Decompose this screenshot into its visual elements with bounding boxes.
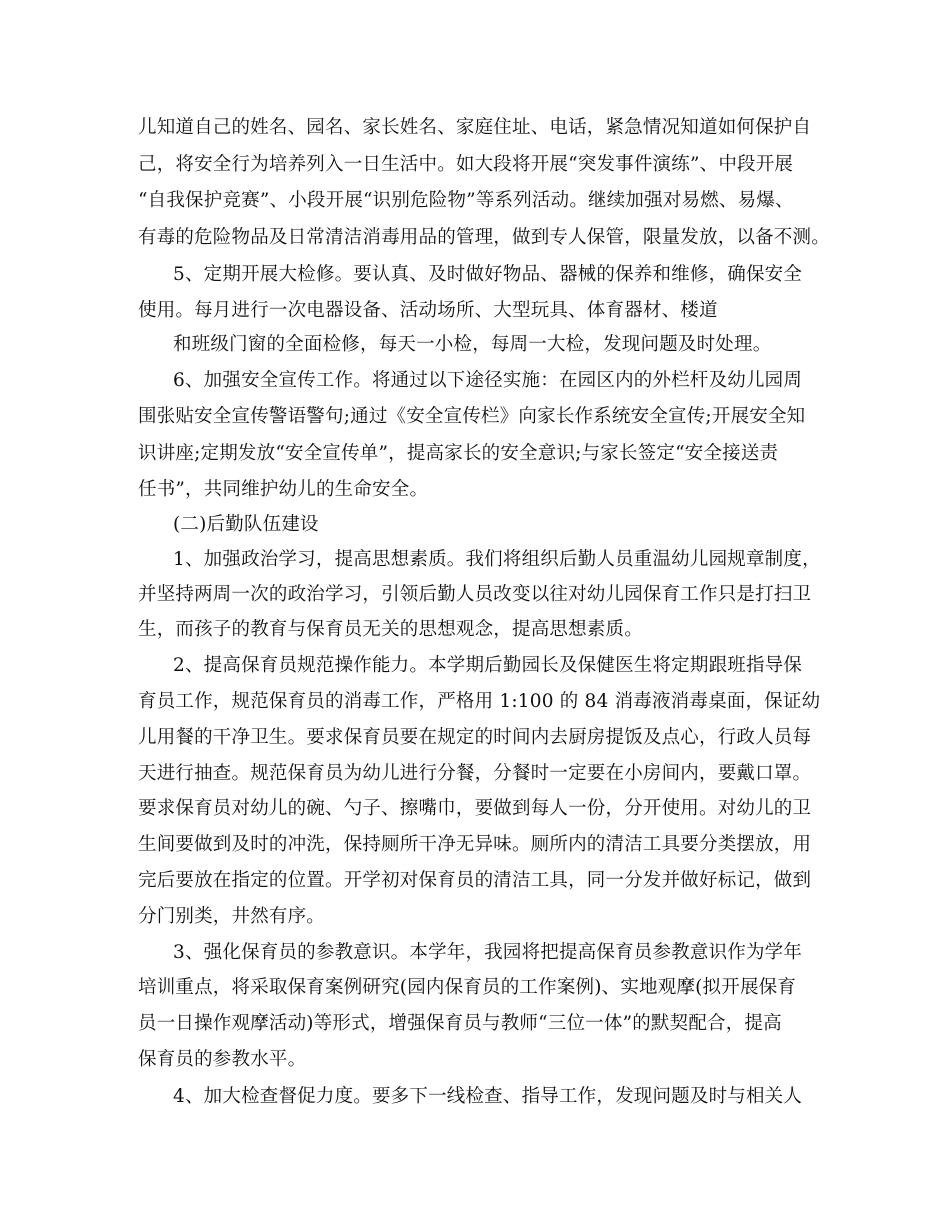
text-line: “自我保护竞赛”、小段开展“识别危险物”等系列活动。继续加强对易燃、易爆、 xyxy=(138,190,794,211)
text-line: 3、强化保育员的参教意识。本学年，我园将把提高保育员参教意识作为学年 xyxy=(173,942,803,963)
text-line: 1、加强政治学习，提高思想素质。我们将组织后勤人员重温幼儿园规章制度， xyxy=(173,549,821,570)
text-line: 完后要放在指定的位置。开学初对保育员的清洁工具，同一分发并做好标记，做到 xyxy=(138,870,812,891)
text-line: 天进行抽查。规范保育员为幼儿进行分餐，分餐时一定要在小房间内，要戴口罩。 xyxy=(138,763,812,784)
text-line: 识讲座;定期发放“安全宣传单”，提高家长的安全意识;与家长签定“安全接送责 xyxy=(138,443,779,464)
text-line: 培训重点，将采取保育案例研究(园内保育员的工作案例)、实地观摩(拟开展保育 xyxy=(138,977,797,998)
text-line: 使用。每月进行一次电器设备、活动场所、大型玩具、体育器材、楼道 xyxy=(138,300,718,321)
text-line: 和班级门窗的全面检修，每天一小检，每周一大检，发现问题及时处理。 xyxy=(173,334,772,355)
text-line: 2、提高保育员规范操作能力。本学期后勤园长及保健医生将定期跟班指导保 xyxy=(173,655,803,676)
text-line: 生，而孩子的教育与保育员无关的思想观念，提高思想素质。 xyxy=(138,619,643,640)
text-line: 育员工作，规范保育员的消毒工作，严格用 1:100 的 84 消毒液消毒桌面，保证幼 xyxy=(138,691,821,712)
text-line: 并坚持两周一次的政治学习，引领后勤人员改变以往对幼儿园保育工作只是打扫卫 xyxy=(138,584,812,605)
text-line: 要求保育员对幼儿的碗、勺子、擦嘴巾，要做到每人一份，分开使用。对幼儿的卫 xyxy=(138,798,812,819)
text-line: 儿用餐的干净卫生。要求保育员要在规定的时间内去厨房提饭及点心，行政人员每 xyxy=(138,727,812,748)
text-line: 围张贴安全宣传警语警句;通过《安全宣传栏》向家长作系统安全宣传;开展安全知 xyxy=(138,406,806,427)
text-line: 6、加强安全宣传工作。将通过以下途径实施：在园区内的外栏杆及幼儿园周 xyxy=(173,370,803,391)
text-line: 己，将安全行为培养列入一日生活中。如大段将开展“突发事件演练”、中段开展 xyxy=(138,154,794,175)
text-line: 4、加大检查督促力度。要多下一线检查、指导工作，发现问题及时与相关人 xyxy=(173,1086,803,1107)
section-heading: (二)后勤队伍建设 xyxy=(173,514,319,535)
text-line: 5、定期开展大检修。要认真、及时做好物品、器械的保养和维修，确保安全 xyxy=(173,264,803,285)
text-line: 分门别类，井然有序。 xyxy=(138,906,326,927)
text-line: 有毒的危险物品及日常清洁消毒用品的管理，做到专人保管，限量发放，以备不测。 xyxy=(138,227,830,248)
text-line: 保育员的参教水平。 xyxy=(138,1049,307,1070)
text-line: 儿知道自己的姓名、园名、家长姓名、家庭住址、电话，紧急情况知道如何保护自 xyxy=(138,117,812,138)
text-line: 员一日操作观摩活动)等形式，增强保育员与教师“三位一体”的默契配合，提高 xyxy=(138,1013,782,1034)
text-line: 生间要做到及时的冲洗，保持厕所干净无异味。厕所内的清洁工具要分类摆放，用 xyxy=(138,834,812,855)
text-line: 任书”，共同维护幼儿的生命安全。 xyxy=(138,479,429,500)
